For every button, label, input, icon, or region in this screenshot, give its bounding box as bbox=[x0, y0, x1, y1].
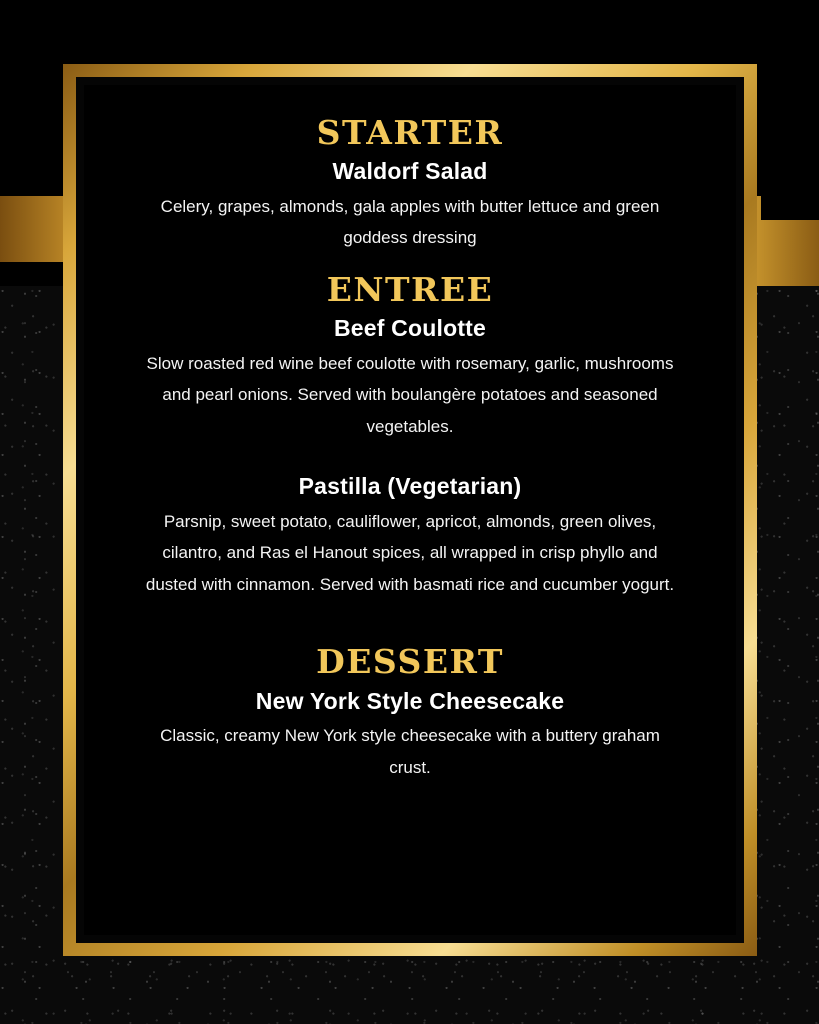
dish-name-waldorf-salad: Waldorf Salad bbox=[332, 158, 488, 185]
menu-content bbox=[84, 85, 736, 783]
dish-description-beef-coulotte: Slow roasted red wine beef coulotte with rosemary, garlic, mushrooms and pearl onions. Served with boulangère potatoes and seasoned vegetables. bbox=[146, 353, 674, 436]
gold-border-frame bbox=[63, 64, 757, 956]
dish-name-beef-coulotte: Beef Coulotte bbox=[333, 315, 487, 342]
spacer-before-dessert bbox=[124, 600, 696, 644]
course-title-dessert: DESSERT bbox=[316, 642, 504, 682]
dish-name-new-york-cheesecake: New York Style Cheesecake bbox=[255, 687, 565, 714]
course-section-starter bbox=[124, 115, 696, 254]
gold-band-notch-left bbox=[0, 262, 72, 286]
dish-name-pastilla: Pastilla (Vegetarian) bbox=[298, 473, 522, 500]
dish-description-waldorf-salad: Celery, grapes, almonds, gala apples with butter lettuce and green goddess dressing bbox=[160, 197, 660, 248]
course-title-starter: STARTER bbox=[316, 113, 504, 152]
dish-waldorf-salad bbox=[124, 157, 696, 254]
gold-band-notch-right bbox=[761, 196, 819, 220]
dish-description-pastilla: Parsnip, sweet potato, cauliflower, apricot, almonds, green olives, cilantro, and Ras el Hanout spices, all wrapped in crisp phyllo and dusted with cinnamon. Served with basmati rice and cucumber yogurt. bbox=[145, 512, 675, 594]
dish-new-york-cheesecake bbox=[124, 687, 696, 784]
course-section-entree bbox=[124, 269, 696, 600]
menu-card bbox=[84, 85, 736, 935]
dish-description-new-york-cheesecake: Classic, creamy New York style cheesecake with a buttery graham crust. bbox=[160, 726, 660, 777]
dish-pastilla bbox=[124, 472, 696, 600]
course-section-dessert bbox=[124, 644, 696, 783]
dish-beef-coulotte bbox=[124, 314, 696, 442]
course-title-entree: ENTREE bbox=[326, 269, 494, 309]
